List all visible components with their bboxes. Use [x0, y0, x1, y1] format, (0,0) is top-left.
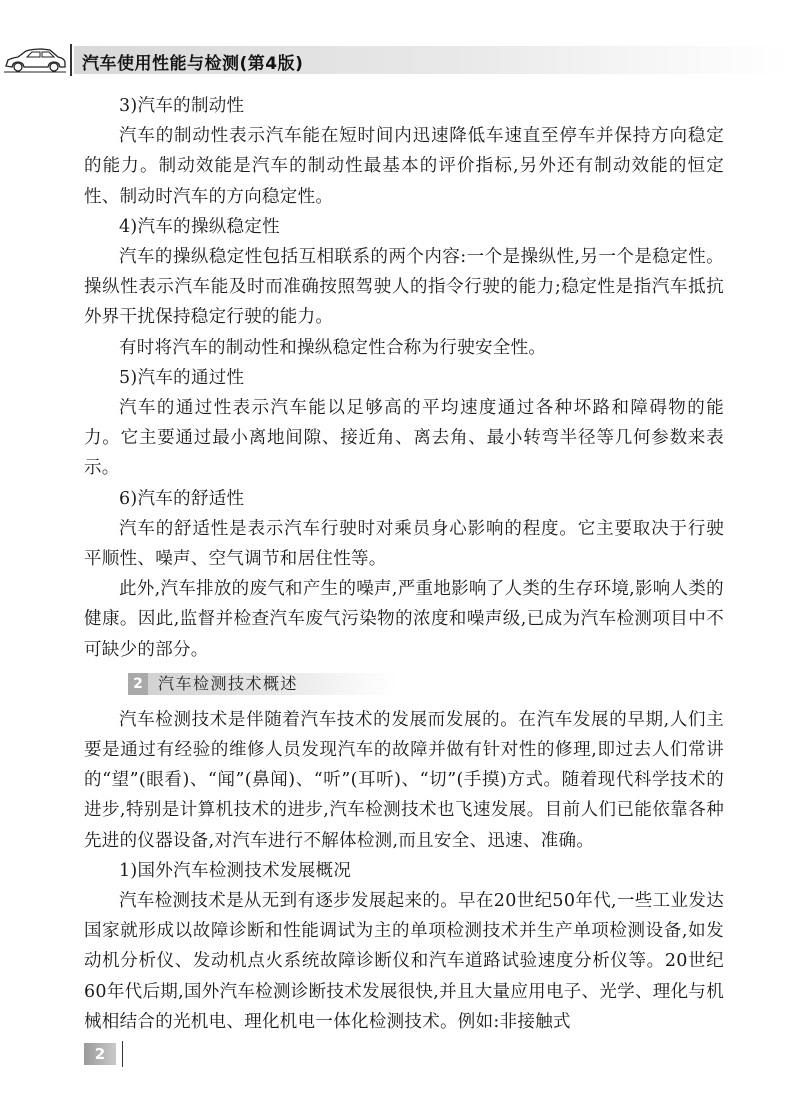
paragraph-overview: 汽车检测技术是伴随着汽车技术的发展而发展的。在汽车发展的早期,人们主要是通过有经验的维修人员发现汽车的故障并做有针对性的修理,即过去人们常讲的“望”(眼看)、“闻”(鼻闻)、“听”(耳听)、“切”(手摸)方式。随着现代科学技术的进步,特别是计算机技术的进步,汽车检测技术也飞速发展。目前人们已能依靠各种先进的仪器设备,对汽车进行不解体检测,而且安全、迅速、准确。	[84, 709, 724, 851]
footer-divider	[122, 1041, 123, 1067]
subheading-passability: 5)汽车的通过性	[119, 367, 245, 388]
subheading-comfort: 6)汽车的舒适性	[119, 488, 245, 509]
paragraph-safety: 有时将汽车的制动性和操纵稳定性合称为行驶安全性。	[119, 337, 547, 358]
paragraph-braking: 汽车的制动性表示汽车能在短时间内迅速降低车速直至停车并保持方向稳定的能力。制动效能是汽车的制动性最基本的评价指标,另外还有制动效能的恒定性、制动时汽车的方向稳定性。	[84, 126, 724, 207]
subheading-braking: 3)汽车的制动性	[119, 96, 245, 116]
page-body	[84, 91, 724, 1037]
subheading-handling: 4)汽车的操纵稳定性	[119, 216, 280, 237]
subheading-foreign: 1)国外汽车检测技术发展概况	[119, 860, 352, 881]
paragraph-passability: 汽车的通过性表示汽车能以足够高的平均速度通过各种坏路和障碍物的能力。它主要通过最小离地间隙、接近角、离去角、最小转弯半径等几何参数来表示。	[84, 398, 724, 479]
page-header	[0, 40, 790, 80]
car-icon	[2, 44, 68, 76]
section-number: 2	[128, 673, 148, 695]
section-title: 汽车检测技术概述	[158, 673, 299, 693]
section-heading	[84, 669, 724, 699]
page-number: 2	[84, 1043, 116, 1065]
paragraph-foreign: 汽车检测技术是从无到有逐步发展起来的。早在20世纪50年代,一些工业发达国家就形成以故障诊断和性能调试为主的单项检测技术并生产单项检测设备,如发动机分析仪、发动机点火系统故障诊断仪和汽车道路试验速度分析仪等。20世纪60年代后期,国外汽车检测诊断技术发展很快,并且大量应用电子、光学、理化与机械相结合的光机电、理化机电一体化检测技术。例如:非接触式	[84, 891, 724, 1032]
paragraph-handling: 汽车的操纵稳定性包括互相联系的两个内容:一个是操纵性,另一个是稳定性。操纵性表示汽车能及时而准确按照驾驶人的指令行驶的能力;稳定性是指汽车抵抗外界干扰保持稳定行驶的能力。	[84, 247, 724, 328]
header-divider	[70, 44, 72, 76]
paragraph-emissions: 此外,汽车排放的废气和产生的噪声,严重地影响了人类的生存环境,影响人类的健康。因此,监督并检查汽车废气污染物的浓度和噪声级,已成为汽车检测项目中不可缺少的部分。	[84, 579, 724, 660]
paragraph-comfort: 汽车的舒适性是表示汽车行驶时对乘员身心影响的程度。它主要取决于行驶平顺性、噪声、空气调节和居住性等。	[84, 518, 724, 570]
book-title: 汽车使用性能与检测(第4版)	[82, 54, 304, 74]
